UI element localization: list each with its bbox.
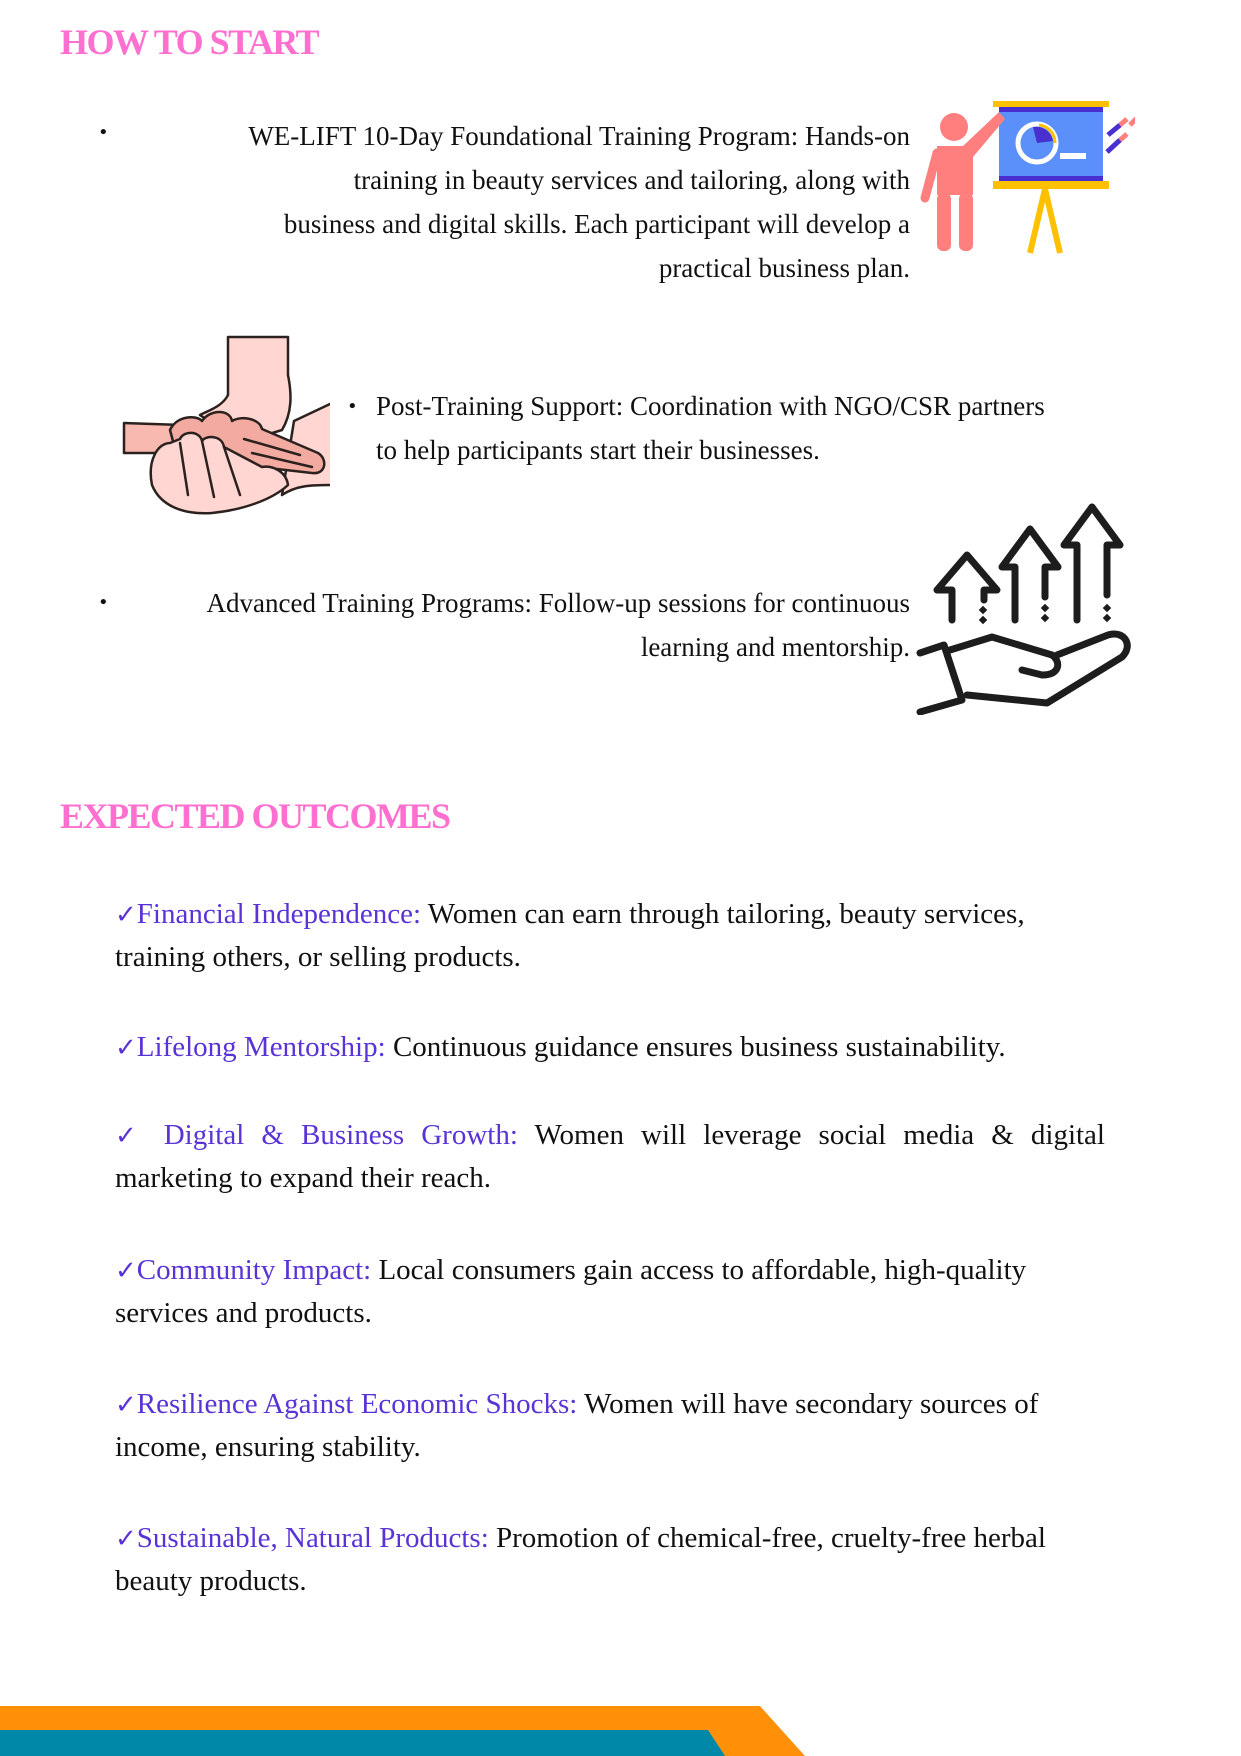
outcome-label: Digital & Business Growth: (146, 1119, 518, 1151)
outcome-text: Continuous guidance ensures business sustainability. (385, 1031, 1006, 1063)
outcome-label: Sustainable, Natural Products: (136, 1522, 489, 1554)
outcome-community-impact (115, 1249, 1105, 1334)
outcome-label: Community Impact: (136, 1254, 372, 1286)
outcome-text: Women can earn through tailoring, beauty services, training others, or selling products. (115, 898, 1025, 973)
outcome-text: Local consumers gain access to affordable, high-quality services and products. (115, 1254, 1027, 1329)
checkmark-icon: ✓ (115, 1121, 147, 1151)
text-line: to help participants start their businesses. (376, 435, 820, 465)
outcome-text: Promotion of chemical-free, cruelty-free herbal beauty products. (115, 1522, 1046, 1597)
text-line: business and digital skills. Each participant will develop a (283, 209, 910, 239)
bullet-2: • (347, 396, 358, 417)
outcome-label: Lifelong Mentorship: (136, 1031, 386, 1063)
text-line: learning and mentorship. (640, 632, 910, 662)
checkmark-icon: ✓ (115, 1390, 137, 1420)
outcome-label: Resilience Against Economic Shocks: (136, 1388, 578, 1420)
presentation-board-icon (915, 95, 1135, 260)
outcome-sustainable-products (115, 1517, 1105, 1602)
outcome-resilience (115, 1383, 1105, 1468)
outcome-text: Women will leverage social media & digital marketing to expand their reach. (115, 1119, 1105, 1194)
checkmark-icon: ✓ (115, 1033, 137, 1063)
footer-teal-stripe (0, 1730, 725, 1756)
post-training-support-text (376, 384, 1136, 472)
expected-outcomes-heading: EXPECTED OUTCOMES (60, 796, 450, 836)
outcome-digital-business-growth (115, 1114, 1105, 1199)
outcome-lifelong-mentorship (115, 1026, 1105, 1069)
outcome-financial-independence (115, 893, 1105, 978)
text-line: Advanced Training Programs: Follow-up sessions for continuous (206, 588, 910, 618)
how-to-start-heading: HOW TO START (60, 22, 319, 62)
checkmark-icon: ✓ (115, 900, 137, 930)
bullet-3: • (98, 592, 109, 613)
footer-stripes (0, 1706, 1241, 1756)
text-line: training in beauty services and tailoring, along with (353, 165, 910, 195)
advanced-training-text (140, 581, 910, 669)
text-line: practical business plan. (658, 253, 910, 283)
joined-hands-icon (122, 335, 330, 520)
growth-hand-arrows-icon (912, 495, 1137, 715)
checkmark-icon: ✓ (115, 1256, 137, 1286)
outcome-label: Financial Independence: (136, 898, 422, 930)
text-line: WE-LIFT 10-Day Foundational Training Program: Hands-on (248, 121, 910, 151)
checkmark-icon: ✓ (115, 1524, 137, 1554)
bullet-1: • (98, 122, 109, 143)
text-line: Post-Training Support: Coordination with NGO/CSR partners (376, 391, 1045, 421)
outcome-text: Women will have secondary sources of income, ensuring stability. (115, 1388, 1039, 1463)
training-program-text (140, 114, 910, 290)
